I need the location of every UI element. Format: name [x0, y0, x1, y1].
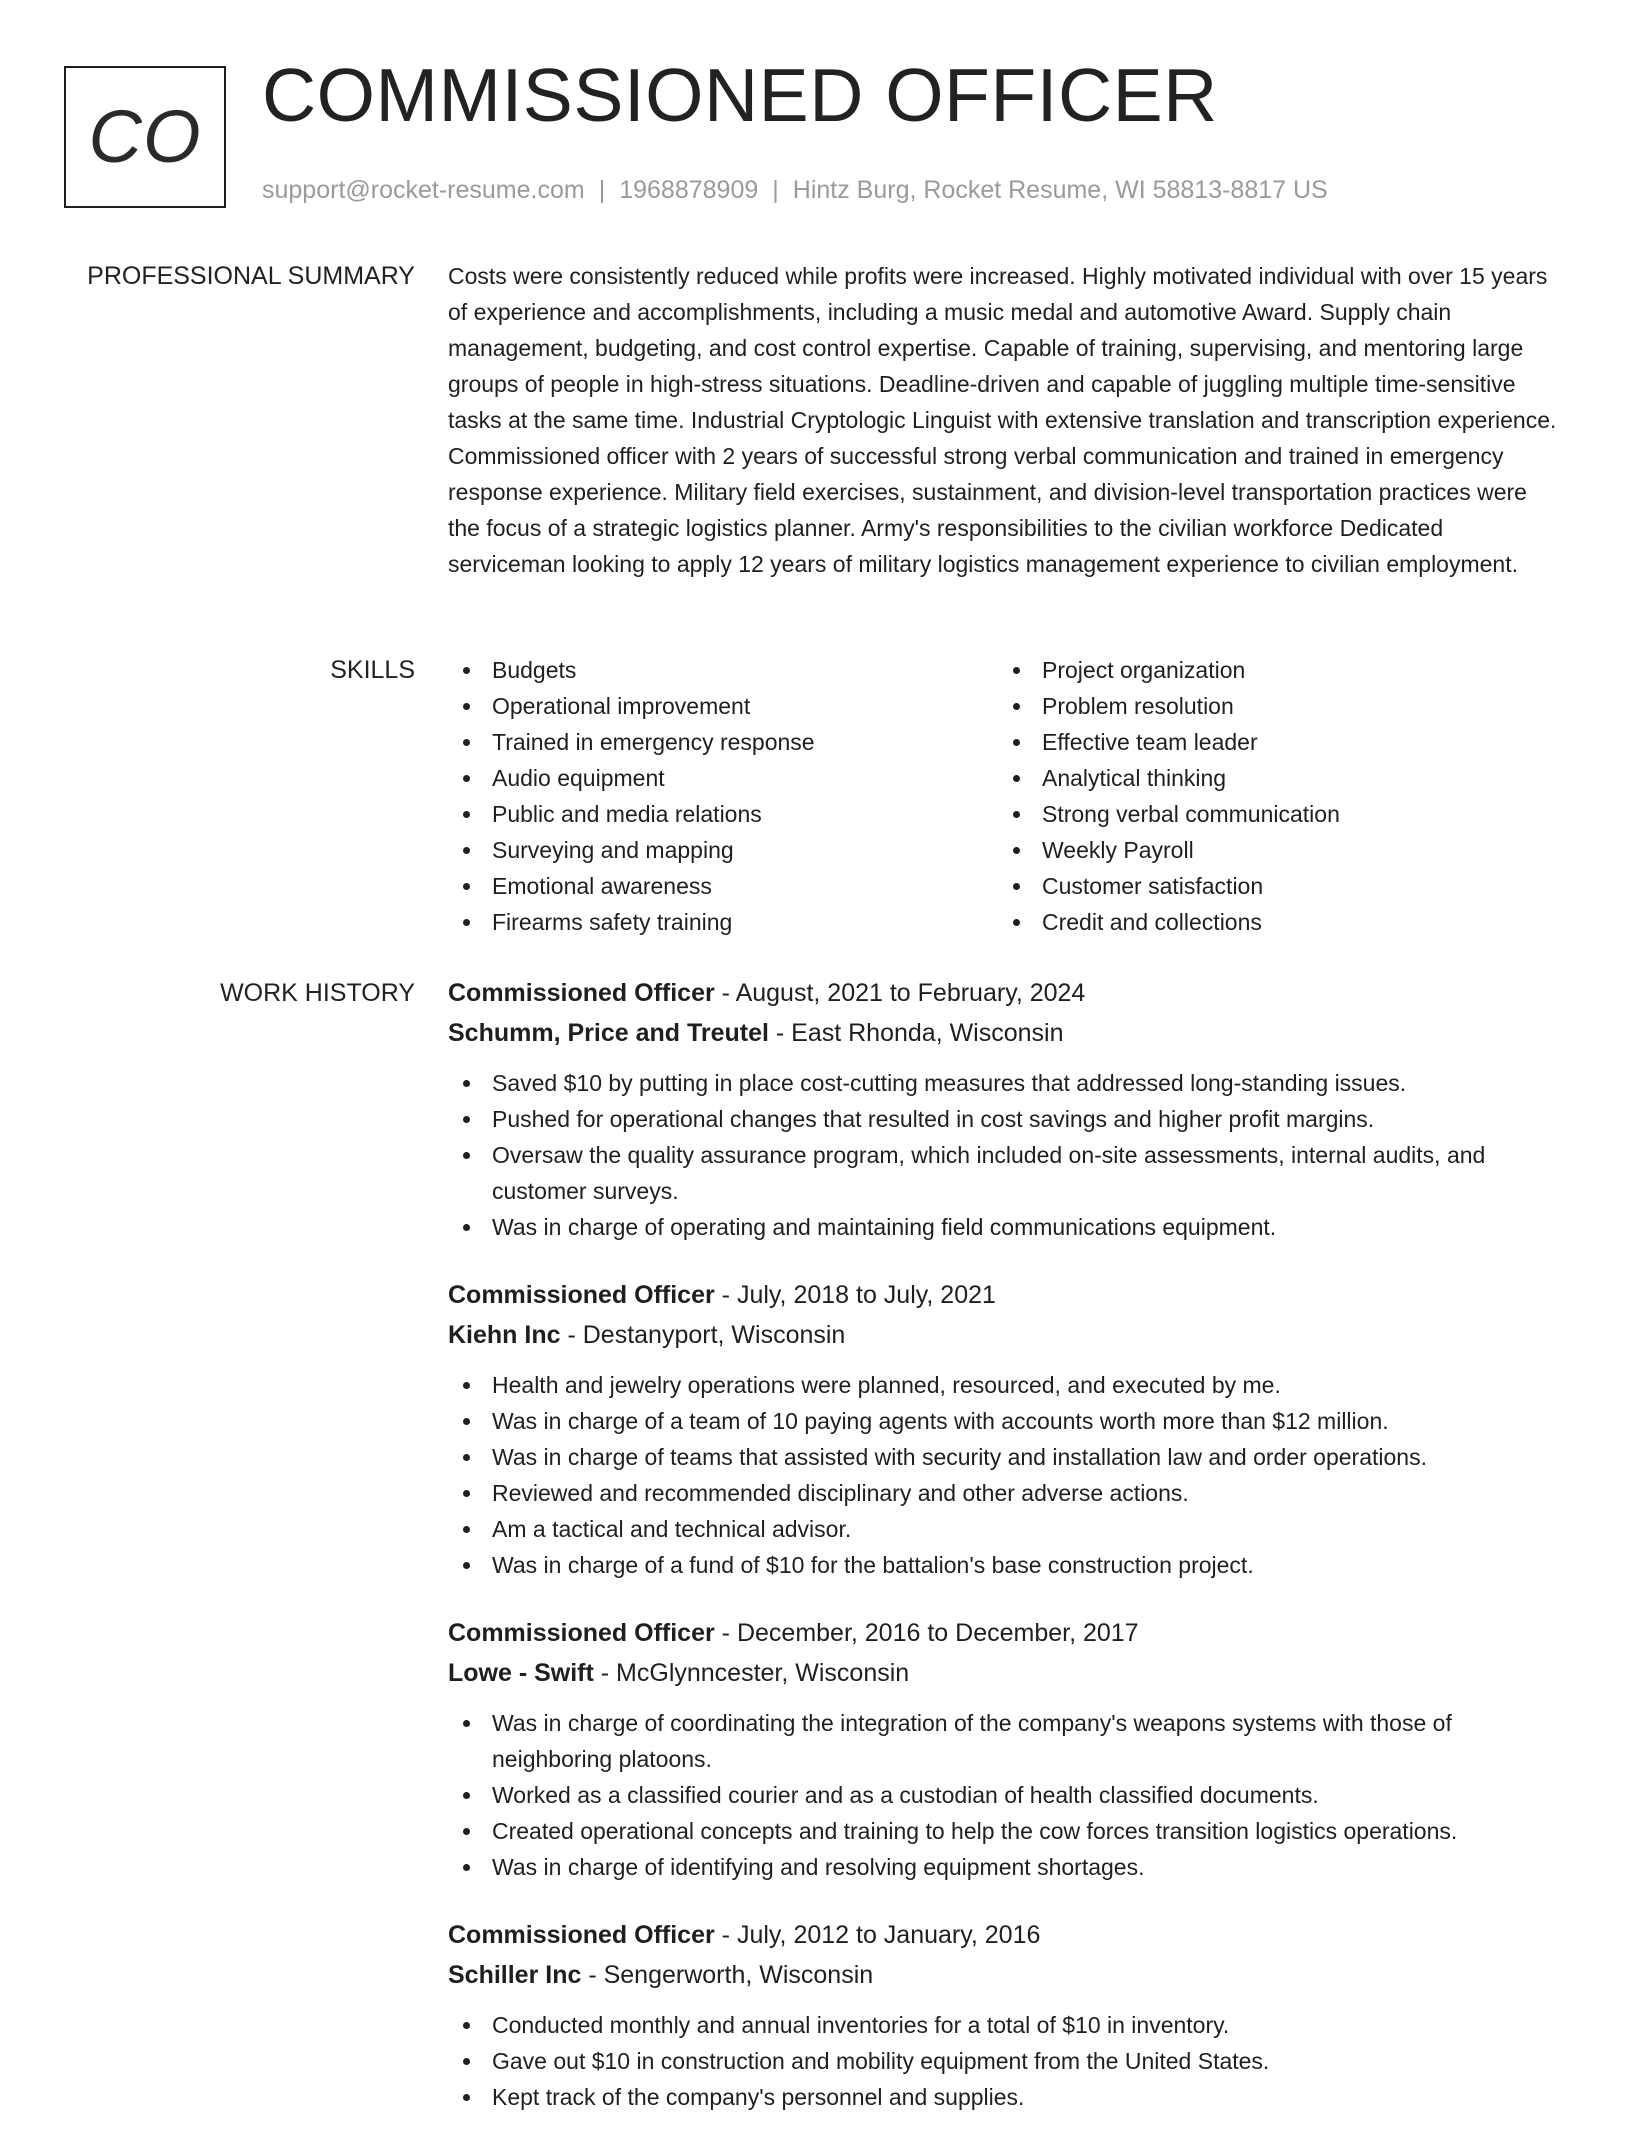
job-bullet: Was in charge of a team of 10 paying agents with accounts worth more than $12 million. — [448, 1403, 1563, 1439]
skill-item: Audio equipment — [448, 760, 998, 796]
job-company-line — [448, 1013, 1563, 1053]
job-entry — [448, 1275, 1563, 1583]
job-bullet: Reviewed and recommended disciplinary and other adverse actions. — [448, 1475, 1563, 1511]
job-bullets — [448, 1367, 1563, 1583]
job-title: Commissioned Officer — [448, 1281, 715, 1309]
skill-item: Budgets — [448, 652, 998, 688]
job-title-line — [448, 1613, 1563, 1653]
job-bullet: Was in charge of coordinating the integration of the company's weapons systems with those of neighboring platoons. — [448, 1705, 1563, 1777]
contact-line — [262, 176, 1328, 205]
job-bullet: Pushed for operational changes that resulted in cost savings and higher profit margins. — [448, 1101, 1563, 1137]
monogram-badge — [64, 66, 226, 208]
work-history-body — [448, 973, 1563, 2145]
job-entry — [448, 1613, 1563, 1885]
job-title-line — [448, 1915, 1563, 1955]
contact-email[interactable]: support@rocket-resume.com — [262, 176, 585, 204]
job-title: Commissioned Officer — [448, 1619, 715, 1647]
job-bullet: Was in charge of a fund of $10 for the battalion's base construction project. — [448, 1547, 1563, 1583]
job-entry — [448, 1915, 1563, 2115]
job-title: Commissioned Officer — [448, 1921, 715, 1949]
job-location: - Sengerworth, Wisconsin — [581, 1961, 874, 1989]
section-heading-summary: PROFESSIONAL SUMMARY — [87, 262, 415, 290]
job-bullets — [448, 2007, 1563, 2115]
skill-item: Credit and collections — [998, 904, 1548, 940]
job-bullet: Was in charge of identifying and resolving equipment shortages. — [448, 1849, 1563, 1885]
job-entry — [448, 973, 1563, 1245]
job-title-line — [448, 1275, 1563, 1315]
job-dates: - December, 2016 to December, 2017 — [714, 1619, 1139, 1647]
skill-item: Customer satisfaction — [998, 868, 1548, 904]
skill-item: Effective team leader — [998, 724, 1548, 760]
section-heading-work-history: WORK HISTORY — [220, 979, 415, 1007]
job-location: - Destanyport, Wisconsin — [560, 1321, 846, 1349]
job-bullet: Was in charge of teams that assisted with security and installation law and order operations. — [448, 1439, 1563, 1475]
skill-item: Weekly Payroll — [998, 832, 1548, 868]
job-company: Schiller Inc — [448, 1961, 582, 1989]
job-company-line — [448, 1315, 1563, 1355]
job-company: Kiehn Inc — [448, 1321, 561, 1349]
job-bullet: Gave out $10 in construction and mobility equipment from the United States. — [448, 2043, 1563, 2079]
job-bullet: Conducted monthly and annual inventories for a total of $10 in inventory. — [448, 2007, 1563, 2043]
skill-item: Public and media relations — [448, 796, 998, 832]
job-bullet: Saved $10 by putting in place cost-cutting measures that addressed long-standing issues. — [448, 1065, 1563, 1101]
job-bullet: Created operational concepts and training to help the cow forces transition logistics operations. — [448, 1813, 1563, 1849]
skill-item: Firearms safety training — [448, 904, 998, 940]
job-title: Commissioned Officer — [448, 979, 715, 1007]
skills-column-right — [998, 652, 1548, 940]
job-dates: - July, 2018 to July, 2021 — [714, 1281, 996, 1309]
skills-body — [448, 652, 1563, 940]
section-heading-skills: SKILLS — [330, 656, 415, 684]
job-bullet: Am a tactical and technical advisor. — [448, 1511, 1563, 1547]
skill-item: Problem resolution — [998, 688, 1548, 724]
contact-phone[interactable]: 1968878909 — [619, 176, 759, 204]
job-bullet: Kept track of the company's personnel and supplies. — [448, 2079, 1563, 2115]
job-bullet: Worked as a classified courier and as a custodian of health classified documents. — [448, 1777, 1563, 1813]
skills-column-left — [448, 652, 998, 940]
job-bullet: Health and jewelry operations were planned, resourced, and executed by me. — [448, 1367, 1563, 1403]
skill-item: Emotional awareness — [448, 868, 998, 904]
contact-separator: | — [598, 176, 606, 204]
contact-address: Hintz Burg, Rocket Resume, WI 58813-8817 US — [792, 176, 1328, 204]
job-bullet: Was in charge of operating and maintaining field communications equipment. — [448, 1209, 1563, 1245]
job-company-line — [448, 1955, 1563, 1995]
skill-item: Surveying and mapping — [448, 832, 998, 868]
skill-item: Strong verbal communication — [998, 796, 1548, 832]
summary-paragraph: Costs were consistently reduced while profits were increased. Highly motivated individual with over 15 years of experience and accomplishments, including a music medal and automotive Award. Supply chain management, budgeting, and cost control expertise. Capable of training, supervising, and mentoring large groups of people in high-stress situations. Deadline-driven and capable of juggling multiple time-sensitive tasks at the same time. Industrial Cryptologic Linguist with extensive translation and transcription experience. Commissioned officer with 2 years of successful strong verbal communication and trained in emergency response experience. Military field exercises, sustainment, and division-level transportation practices were the focus of a strategic logistics planner. Army's responsibilities to the civilian workforce Dedicated serviceman looking to apply 12 years of military logistics management experience to civilian employment. — [448, 263, 1557, 577]
monogram-initials: CO — [88, 95, 202, 178]
skill-item: Analytical thinking — [998, 760, 1548, 796]
job-title-line — [448, 973, 1563, 1013]
job-dates: - August, 2021 to February, 2024 — [714, 979, 1086, 1007]
resume-name: COMMISSIONED OFFICER — [262, 53, 1218, 137]
job-company: Lowe - Swift — [448, 1659, 594, 1687]
job-location: - McGlynncester, Wisconsin — [593, 1659, 910, 1687]
skill-item: Operational improvement — [448, 688, 998, 724]
job-location: - East Rhonda, Wisconsin — [768, 1019, 1064, 1047]
job-bullet: Oversaw the quality assurance program, which included on-site assessments, internal audits, and customer surveys. — [448, 1137, 1563, 1209]
job-bullets — [448, 1065, 1563, 1245]
job-dates: - July, 2012 to January, 2016 — [714, 1921, 1041, 1949]
job-company: Schumm, Price and Treutel — [448, 1019, 769, 1047]
summary-body — [448, 258, 1563, 582]
job-company-line — [448, 1653, 1563, 1693]
contact-separator: | — [772, 176, 779, 204]
job-bullets — [448, 1705, 1563, 1885]
skill-item: Trained in emergency response — [448, 724, 998, 760]
skill-item: Project organization — [998, 652, 1548, 688]
